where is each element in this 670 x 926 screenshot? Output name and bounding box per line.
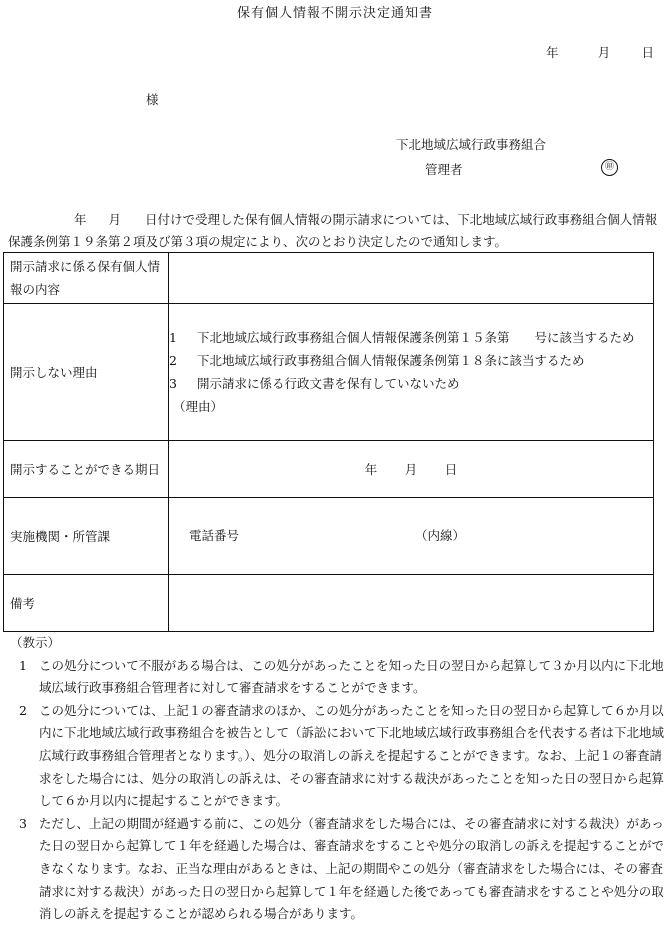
note-number: 1: [19, 657, 27, 673]
issue-date-year: 年: [546, 45, 559, 60]
document-title: 保有個人情報不開示決定通知書: [236, 6, 433, 21]
disclosure-year: 年: [364, 462, 378, 477]
disclosure-date-value: [169, 441, 654, 498]
reason-number: 2: [169, 353, 177, 368]
reason-item: [169, 372, 653, 395]
note-text: ただし、上記の期間が経過する前に、この処分（審査請求をした場合には、その審査請求に対する裁決）があった日の翌日から起算して１年を経過した場合は、審査請求をすることや処分の取消しの訴えを提起することができなくなります。なお、正当な理由があるときは、上記の期間やこの処分（審査請求をした場合には、その審査請求に対する裁決）があった日の翌日から起算して１年を経過した後であっても審査請求をすることや処分の取消しの訴えを提起することが認められる場合があります。: [39, 815, 665, 922]
decision-table: [3, 252, 654, 632]
table-row: [4, 441, 654, 498]
note-number: 2: [19, 702, 27, 718]
department-label: 実施機関・所管課: [4, 498, 169, 575]
content-label: 開示請求に係る保有個人情報の内容: [4, 253, 169, 304]
issuer-role: 管理者: [425, 162, 463, 177]
table-row: [4, 575, 654, 632]
intro-month: 月: [108, 212, 122, 227]
recipient-honorific: 様: [146, 92, 159, 107]
seal-mark: ㊞: [601, 159, 618, 176]
reason-text: 開示請求に係る行政文書を保有していないため: [197, 376, 460, 391]
reason-item: [169, 326, 653, 349]
note-item: [8, 813, 666, 926]
issue-date: [546, 43, 654, 61]
content-value-cell: [169, 253, 654, 304]
reason-item: [169, 349, 653, 372]
extension-label: （内線）: [415, 528, 466, 543]
table-row: [4, 498, 654, 575]
note-item: [8, 700, 666, 813]
phone-line: [169, 498, 653, 544]
note-text: この処分について不服がある場合は、この処分があったことを知った日の翌日から起算して３か月以内に下北地域広域行政事務組合管理者に対して審査請求をすることができます。: [39, 657, 664, 696]
note-text: この処分については、上記１の審査請求のほか、この処分があったことを知った日の翌日から起算して６か月以内に下北地域広域行政事務組合を被告として（訴訟において下北地域広域行政事務組合を代表する者は下北地域広域行政事務組合管理者となります。）、処分の取消しの訴えを提起することができます。なお、上記１の審査請求をした場合には、処分の取消しの訴えは、その審査請求に対する裁決があったことを知った日の翌日から起算して６か月以内に提起することができます。: [39, 702, 665, 809]
remarks-value-cell: [169, 575, 654, 632]
note-number: 3: [19, 815, 27, 831]
disclosure-date-label: 開示することができる期日: [4, 441, 169, 498]
department-value-cell: [169, 498, 654, 575]
reason-number: 1: [169, 330, 177, 345]
intro-paragraph: [8, 209, 658, 253]
disclosure-month: 月: [404, 462, 418, 477]
instruction-notes: [8, 632, 666, 926]
reason-label: 開示しない理由: [4, 304, 169, 441]
note-item: [8, 655, 666, 700]
notes-heading: （教示）: [10, 635, 61, 650]
issue-date-month: 月: [597, 45, 611, 60]
table-row: [4, 253, 654, 304]
remarks-label: 備考: [4, 575, 169, 632]
issue-date-day: 日: [641, 45, 654, 60]
table-row: [4, 304, 654, 441]
issuer-organization: 下北地域広域行政事務組合: [396, 137, 547, 152]
reason-number: 3: [169, 376, 177, 391]
reason-list: [169, 304, 654, 441]
reason-detail-label: （理由）: [173, 399, 224, 414]
intro-year: 年: [74, 212, 87, 227]
phone-label: 電話番号: [189, 528, 240, 543]
reason-text: 下北地域広域行政事務組合個人情報保護条例第１８条に該当するため: [197, 353, 585, 368]
reason-text: 下北地域広域行政事務組合個人情報保護条例第１５条第 号に該当するため: [197, 330, 635, 345]
intro-body: 日付けで受理した保有個人情報の開示請求については、下北地域広域行政事務組合個人情報保護条例第１９条第２項及び第３項の規定により、次のとおり決定したので通知します。: [8, 212, 658, 249]
disclosure-day: 日: [444, 462, 458, 477]
